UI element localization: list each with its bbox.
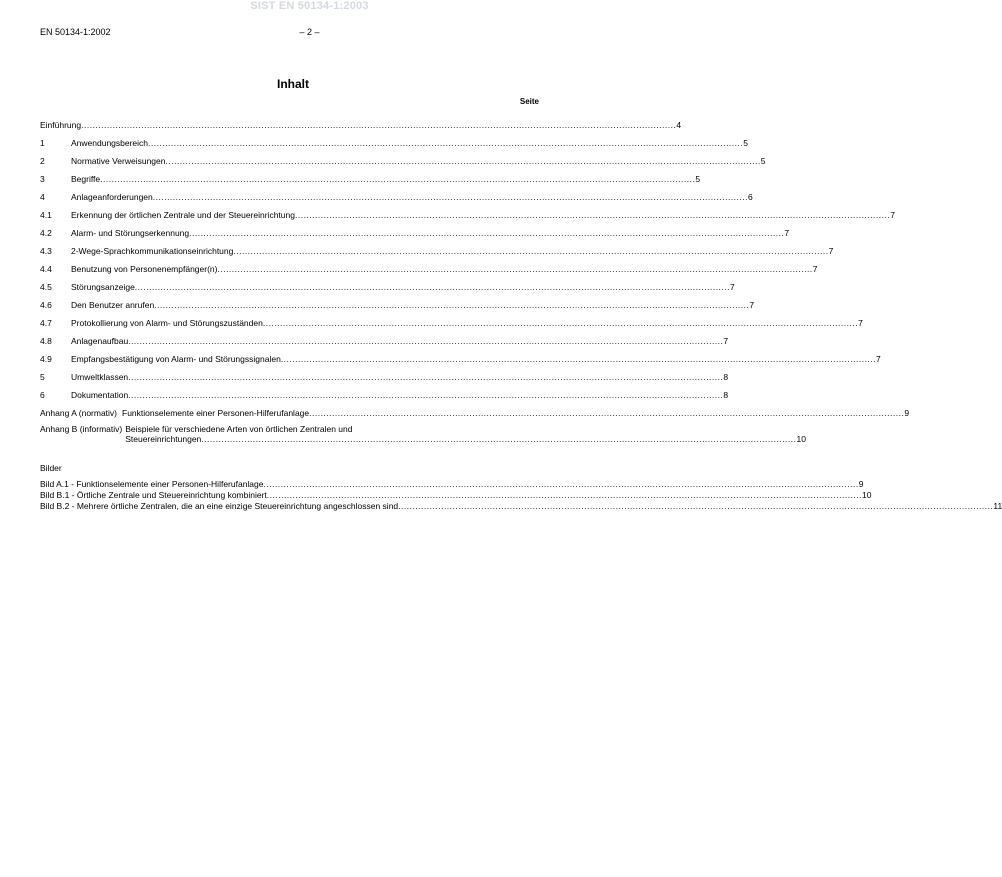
toc-label: Den Benutzer anrufen (71, 300, 155, 310)
toc-page: 7 (858, 318, 863, 328)
toc-number: 3 (40, 174, 45, 184)
toc-number: 4.3 (40, 246, 52, 256)
toc-page: 7 (784, 228, 790, 238)
toc-entry[interactable] (40, 382, 729, 400)
figure-page: 10 (862, 490, 872, 500)
toc-label: 2-Wege-Sprachkommunikationseinrichtung (71, 246, 234, 256)
toc-page: 5 (743, 138, 748, 148)
toc-entry-anhang-b[interactable] (40, 418, 806, 444)
leader-dots (148, 138, 743, 148)
toc-entry[interactable] (40, 130, 748, 148)
leader-dots (217, 264, 812, 274)
toc-label: Dokumentation (71, 390, 129, 400)
toc-number: 1 (40, 138, 45, 148)
figure-entry[interactable] (40, 500, 1002, 511)
toc-label: Einführung (40, 120, 82, 130)
toc-entry[interactable] (40, 328, 729, 346)
leader-dots (153, 192, 748, 202)
toc-page: 5 (695, 174, 701, 184)
toc-entry[interactable] (40, 274, 735, 292)
leader-dots (128, 390, 723, 400)
figure-entry[interactable] (40, 489, 872, 500)
leader-dots (263, 318, 858, 328)
toc-page: 7 (723, 336, 729, 346)
figure-page: 11 (993, 501, 1002, 511)
bilder-heading: Bilder (40, 463, 62, 473)
toc-label-line1: Beispiele für verschiedene Arten von örtlichen Zentralen und (125, 424, 353, 434)
toc-number: 4.4 (40, 264, 52, 274)
toc-entry[interactable] (40, 292, 755, 310)
toc-page: 8 (723, 372, 729, 382)
toc-page: 4 (676, 120, 682, 130)
document-id: EN 50134-1:2002 (40, 27, 111, 37)
figure-label: Bild A.1 - Funktionselemente einer Personen-Hilferufanlage (40, 479, 264, 489)
toc-label: Normative Verweisungen (71, 156, 166, 166)
leader-dots (267, 490, 862, 500)
toc-entry[interactable] (40, 364, 729, 382)
table-of-contents (40, 112, 910, 444)
toc-page: 6 (747, 192, 753, 202)
leader-dots (166, 156, 761, 166)
toc-label-line2: Steuereinrichtungen (125, 434, 202, 444)
page-title: Inhalt (277, 77, 309, 91)
toc-entry-anhang-a[interactable] (40, 400, 910, 418)
toc-label: Umweltklassen (71, 372, 129, 382)
toc-page: 10 (796, 434, 806, 444)
toc-label: Protokollierung von Alarm- und Störungszuständen (71, 318, 263, 328)
toc-entry[interactable] (40, 238, 834, 256)
leader-dots (309, 408, 904, 418)
leader-dots (154, 300, 749, 310)
toc-label: Anwendungsbereich (71, 138, 149, 148)
toc-page: 5 (760, 156, 766, 166)
toc-entry[interactable] (40, 202, 895, 220)
toc-number: 4.9 (40, 354, 52, 364)
toc-page: 7 (812, 264, 818, 274)
figure-label: Bild B.1 - Örtliche Zentrale und Steuereinrichtung kombiniert (40, 490, 267, 500)
anhang-prefix: Anhang B (informativ) (40, 424, 123, 434)
toc-number: 5 (40, 372, 45, 382)
page-number: – 2 – (299, 27, 320, 37)
toc-entry[interactable] (40, 220, 790, 238)
leader-dots (128, 372, 723, 382)
toc-page: 7 (730, 282, 735, 292)
toc-page: 7 (828, 246, 834, 256)
leader-dots (281, 354, 876, 364)
toc-label: Empfangsbestätigung von Alarm- und Störungssignalen (71, 354, 281, 364)
toc-number: 4.1 (40, 210, 52, 220)
toc-page: 9 (904, 408, 910, 418)
watermark: SIST EN 50134-1:2003 (250, 0, 369, 12)
toc-label: Alarm- und Störungserkennung (71, 228, 190, 238)
toc-label: Anlagenaufbau (71, 336, 129, 346)
leader-dots (128, 336, 723, 346)
toc-number: 4.7 (40, 318, 52, 328)
toc-label: Anlageanforderungen (71, 192, 153, 202)
toc-entry-einfuehrung[interactable] (40, 112, 682, 130)
toc-label: Begriffe (71, 174, 101, 184)
toc-number: 4 (40, 192, 45, 202)
toc-number: 4.5 (40, 282, 52, 292)
anhang-prefix: Anhang A (normativ) (40, 408, 118, 418)
toc-entry[interactable] (40, 184, 753, 202)
toc-entry[interactable] (40, 346, 881, 364)
toc-page: 7 (890, 210, 895, 220)
toc-page: 7 (876, 354, 881, 364)
toc-entry[interactable] (40, 166, 701, 184)
toc-label: Störungsanzeige (71, 282, 135, 292)
figure-page: 9 (858, 479, 864, 489)
leader-dots (135, 282, 730, 292)
toc-number: 4.2 (40, 228, 52, 238)
toc-number: 6 (40, 390, 45, 400)
toc-entry[interactable] (40, 310, 863, 328)
toc-page: 7 (749, 300, 755, 310)
toc-number: 4.8 (40, 336, 52, 346)
toc-page: 8 (723, 390, 729, 400)
toc-label: Funktionselemente einer Personen-Hilferufanlage (122, 408, 310, 418)
leader-dots (398, 501, 993, 511)
toc-label: Benutzung von Personenempfänger(n) (71, 264, 218, 274)
toc-number: 2 (40, 156, 45, 166)
figure-label: Bild B.2 - Mehrere örtliche Zentralen, die an eine einzige Steuereinrichtung angeschlossen sind (40, 501, 399, 511)
toc-number: 4.6 (40, 300, 52, 310)
list-of-figures (40, 478, 1002, 511)
leader-dots (264, 479, 859, 489)
leader-dots (81, 120, 676, 130)
leader-dots (189, 228, 784, 238)
leader-dots (295, 210, 890, 220)
leader-dots (201, 434, 796, 444)
seite-label: Seite (519, 97, 539, 106)
toc-entry[interactable] (40, 256, 818, 274)
leader-dots (233, 246, 828, 256)
toc-entry[interactable] (40, 148, 766, 166)
toc-label: Erkennung der örtlichen Zentrale und der Steuereinrichtung (71, 210, 295, 220)
leader-dots (100, 174, 695, 184)
figure-entry[interactable] (40, 478, 864, 489)
